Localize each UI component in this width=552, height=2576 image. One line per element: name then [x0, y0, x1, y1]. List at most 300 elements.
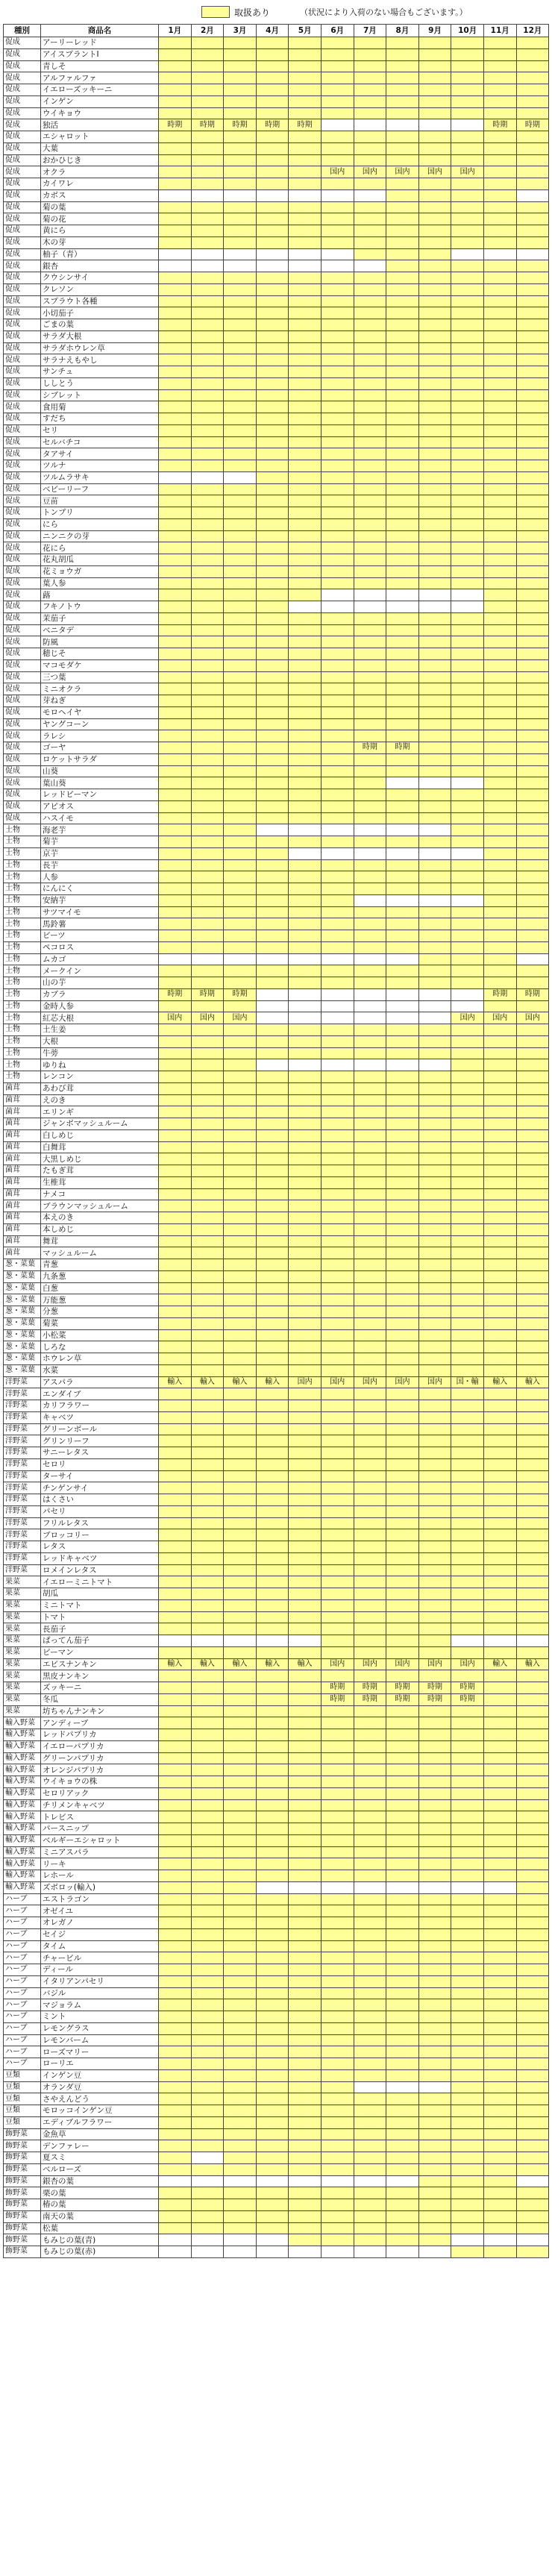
- header-month: 2月: [191, 25, 224, 37]
- category-cell: 果菜: [4, 1658, 41, 1670]
- month-cell: 輸入: [191, 1376, 224, 1388]
- month-cell: [386, 1247, 419, 1259]
- month-cell: [483, 2199, 516, 2211]
- month-cell: [289, 577, 322, 589]
- month-cell: [483, 695, 516, 707]
- month-cell: [354, 1259, 386, 1271]
- month-cell: [418, 1059, 451, 1071]
- month-cell: [483, 965, 516, 977]
- month-cell: [516, 953, 549, 965]
- product-name-cell: 松葉: [41, 2222, 159, 2234]
- category-cell: 果菜: [4, 1646, 41, 1658]
- month-cell: [256, 1893, 289, 1905]
- month-cell: [516, 1188, 549, 1200]
- month-cell: [256, 1141, 289, 1153]
- month-cell: [289, 941, 322, 953]
- month-cell: [321, 2105, 354, 2117]
- month-cell: [418, 577, 451, 589]
- month-cell: [354, 1881, 386, 1893]
- table-row: [4, 554, 549, 566]
- month-cell: [386, 554, 419, 566]
- month-cell: [289, 1423, 322, 1435]
- month-cell: [451, 1576, 484, 1588]
- month-cell: [418, 1176, 451, 1188]
- month-cell: [386, 624, 419, 636]
- month-cell: [354, 1552, 386, 1564]
- month-cell: [418, 2058, 451, 2070]
- month-cell: [191, 1047, 224, 1059]
- month-cell: [224, 1799, 257, 1811]
- table-row: [4, 1764, 549, 1776]
- product-name-cell: レンコン: [41, 1071, 159, 1083]
- month-cell: [159, 1470, 192, 1482]
- month-cell: [321, 1646, 354, 1658]
- category-cell: 洋野菜: [4, 1435, 41, 1447]
- month-cell: [191, 2058, 224, 2070]
- month-cell: [321, 2163, 354, 2175]
- month-cell: [354, 800, 386, 812]
- month-cell: [289, 1329, 322, 1341]
- table-row: [4, 1012, 549, 1024]
- month-cell: [451, 941, 484, 953]
- month-cell: [386, 648, 419, 660]
- month-cell: [386, 730, 419, 742]
- month-cell: [354, 695, 386, 707]
- month-cell: [256, 1106, 289, 1118]
- month-cell: [483, 1341, 516, 1353]
- month-cell: [386, 930, 419, 942]
- month-cell: [354, 1247, 386, 1259]
- month-cell: [321, 1082, 354, 1094]
- month-cell: [483, 1529, 516, 1541]
- category-cell: 促成: [4, 612, 41, 624]
- product-name-cell: ラレシ: [41, 730, 159, 742]
- product-name-cell: ぱってん茄子: [41, 1635, 159, 1647]
- month-cell: [289, 648, 322, 660]
- category-cell: 輸入野菜: [4, 1799, 41, 1811]
- table-row: [4, 1517, 549, 1529]
- month-cell: [386, 1153, 419, 1165]
- product-name-cell: 食用菊: [41, 401, 159, 413]
- month-cell: 国内: [289, 1376, 322, 1388]
- month-cell: [224, 1153, 257, 1165]
- month-cell: [321, 577, 354, 589]
- month-cell: [289, 1071, 322, 1083]
- month-cell: [483, 601, 516, 613]
- month-cell: 時期: [289, 119, 322, 131]
- month-cell: [483, 530, 516, 542]
- table-row: [4, 248, 549, 260]
- month-cell: [451, 1529, 484, 1541]
- month-cell: [256, 424, 289, 436]
- month-cell: [159, 577, 192, 589]
- month-cell: [451, 1964, 484, 1976]
- product-name-cell: シブレット: [41, 389, 159, 401]
- month-cell: [256, 1693, 289, 1705]
- month-cell: 時期: [386, 1682, 419, 1694]
- month-cell: [321, 1905, 354, 1917]
- month-cell: [256, 2234, 289, 2246]
- month-cell: [483, 824, 516, 836]
- month-cell: [418, 1541, 451, 1553]
- product-name-cell: 九条葱: [41, 1270, 159, 1282]
- month-cell: [451, 2246, 484, 2258]
- month-cell: [451, 1165, 484, 1177]
- product-name-cell: モロヘイヤ: [41, 706, 159, 718]
- header-month: 8月: [386, 25, 419, 37]
- month-cell: [483, 236, 516, 248]
- month-cell: [321, 1118, 354, 1130]
- month-cell: [289, 1082, 322, 1094]
- category-cell: 促成: [4, 272, 41, 284]
- month-cell: [224, 1682, 257, 1694]
- month-cell: [386, 859, 419, 871]
- month-cell: [451, 1517, 484, 1529]
- month-cell: [321, 894, 354, 906]
- month-cell: [289, 1588, 322, 1600]
- month-cell: [418, 1423, 451, 1435]
- month-cell: [483, 1729, 516, 1741]
- month-cell: [516, 1952, 549, 1964]
- month-cell: [289, 483, 322, 495]
- table-row: [4, 95, 549, 107]
- month-cell: [321, 401, 354, 413]
- product-name-cell: イエローパプリカ: [41, 1740, 159, 1752]
- month-cell: [289, 166, 322, 178]
- month-cell: [224, 965, 257, 977]
- category-cell: 果菜: [4, 1635, 41, 1647]
- month-cell: [386, 1764, 419, 1776]
- month-cell: [224, 1212, 257, 1224]
- month-cell: [516, 659, 549, 671]
- month-cell: [451, 1776, 484, 1788]
- month-cell: [451, 272, 484, 284]
- month-cell: [483, 1646, 516, 1658]
- month-cell: [354, 154, 386, 166]
- month-cell: [451, 530, 484, 542]
- month-cell: [191, 847, 224, 859]
- month-cell: [354, 2058, 386, 2070]
- month-cell: [483, 48, 516, 60]
- month-cell: [451, 366, 484, 378]
- month-cell: [159, 636, 192, 648]
- month-cell: [289, 1282, 322, 1294]
- month-cell: [321, 1317, 354, 1329]
- month-cell: [321, 201, 354, 213]
- month-cell: [159, 2105, 192, 2117]
- month-cell: [256, 2093, 289, 2105]
- month-cell: [289, 789, 322, 801]
- month-cell: [418, 1717, 451, 1729]
- month-cell: [224, 1494, 257, 1506]
- month-cell: [191, 448, 224, 460]
- table-row: [4, 1881, 549, 1893]
- month-cell: [224, 941, 257, 953]
- table-row: [4, 1494, 549, 1506]
- month-cell: [483, 2093, 516, 2105]
- month-cell: [321, 389, 354, 401]
- category-cell: 促成: [4, 789, 41, 801]
- month-cell: [191, 1235, 224, 1247]
- month-cell: [159, 1529, 192, 1541]
- month-cell: [451, 1270, 484, 1282]
- month-cell: [516, 1893, 549, 1905]
- month-cell: [321, 2140, 354, 2152]
- category-cell: 促成: [4, 659, 41, 671]
- month-cell: [386, 1306, 419, 1318]
- month-cell: [256, 1740, 289, 1752]
- category-cell: 促成: [4, 354, 41, 366]
- month-cell: [256, 1552, 289, 1564]
- month-cell: [354, 1364, 386, 1376]
- month-cell: [256, 1176, 289, 1188]
- month-cell: [516, 695, 549, 707]
- month-cell: [451, 1917, 484, 1929]
- month-cell: [289, 72, 322, 84]
- month-cell: [354, 389, 386, 401]
- product-name-cell: 葉人参: [41, 577, 159, 589]
- month-cell: [289, 953, 322, 965]
- month-cell: [256, 142, 289, 154]
- month-cell: [516, 1599, 549, 1611]
- month-cell: [224, 1294, 257, 1306]
- month-cell: [191, 1623, 224, 1635]
- month-cell: [483, 342, 516, 354]
- month-cell: [191, 201, 224, 213]
- month-cell: [159, 107, 192, 119]
- month-cell: [483, 1071, 516, 1083]
- month-cell: [224, 906, 257, 918]
- month-cell: [256, 2163, 289, 2175]
- month-cell: [159, 342, 192, 354]
- month-cell: 輸入: [483, 1376, 516, 1388]
- month-cell: [159, 1141, 192, 1153]
- month-cell: [321, 2152, 354, 2164]
- month-cell: [191, 189, 224, 201]
- table-row: [4, 72, 549, 84]
- month-cell: [516, 871, 549, 883]
- month-cell: [451, 1588, 484, 1600]
- product-name-cell: 人参: [41, 871, 159, 883]
- month-cell: [224, 401, 257, 413]
- product-name-cell: 舞茸: [41, 1235, 159, 1247]
- month-cell: [256, 1094, 289, 1106]
- month-cell: [354, 824, 386, 836]
- month-cell: [191, 1940, 224, 1952]
- month-cell: [224, 84, 257, 96]
- month-cell: [224, 236, 257, 248]
- month-cell: [289, 883, 322, 895]
- month-cell: [256, 107, 289, 119]
- month-cell: [451, 1059, 484, 1071]
- month-cell: [451, 119, 484, 131]
- category-cell: 促成: [4, 530, 41, 542]
- month-cell: [159, 1893, 192, 1905]
- category-cell: 洋野菜: [4, 1458, 41, 1470]
- month-cell: [354, 84, 386, 96]
- month-cell: [224, 918, 257, 930]
- month-cell: [354, 283, 386, 295]
- month-cell: [386, 1881, 419, 1893]
- month-cell: [483, 777, 516, 789]
- product-name-cell: さやえんどう: [41, 2093, 159, 2105]
- month-cell: [256, 554, 289, 566]
- month-cell: [354, 1588, 386, 1600]
- month-cell: [483, 1588, 516, 1600]
- month-cell: [451, 295, 484, 307]
- month-cell: [516, 1223, 549, 1235]
- month-cell: [516, 518, 549, 530]
- month-cell: [224, 1400, 257, 1412]
- month-cell: [256, 671, 289, 683]
- month-cell: [224, 2199, 257, 2211]
- month-cell: 国内: [159, 1012, 192, 1024]
- month-cell: [159, 859, 192, 871]
- month-cell: [256, 1952, 289, 1964]
- month-cell: [418, 930, 451, 942]
- month-cell: [483, 1881, 516, 1893]
- product-name-cell: フリルレタス: [41, 1517, 159, 1529]
- month-cell: [224, 389, 257, 401]
- month-cell: [191, 2011, 224, 2023]
- month-cell: [516, 1059, 549, 1071]
- month-cell: [321, 1094, 354, 1106]
- month-cell: [516, 1529, 549, 1541]
- month-cell: [483, 894, 516, 906]
- category-cell: 果菜: [4, 1682, 41, 1694]
- month-cell: [451, 1599, 484, 1611]
- month-cell: [354, 460, 386, 472]
- month-cell: [191, 1870, 224, 1882]
- table-row: [4, 330, 549, 342]
- month-cell: [386, 1012, 419, 1024]
- month-cell: [321, 1294, 354, 1306]
- month-cell: [224, 1611, 257, 1623]
- month-cell: [289, 1411, 322, 1423]
- month-cell: [451, 2081, 484, 2093]
- product-name-cell: 本えのき: [41, 1212, 159, 1224]
- month-cell: [354, 1082, 386, 1094]
- month-cell: [516, 824, 549, 836]
- month-cell: [386, 1787, 419, 1799]
- month-cell: [191, 1447, 224, 1459]
- month-cell: [191, 495, 224, 507]
- month-cell: [386, 272, 419, 284]
- month-cell: [418, 307, 451, 319]
- month-cell: [256, 236, 289, 248]
- month-cell: [159, 648, 192, 660]
- month-cell: [256, 542, 289, 554]
- month-cell: [483, 60, 516, 72]
- month-cell: [321, 1858, 354, 1870]
- table-row: [4, 2199, 549, 2211]
- table-row: [4, 236, 549, 248]
- month-cell: [516, 307, 549, 319]
- month-cell: [451, 1294, 484, 1306]
- month-cell: [224, 2105, 257, 2117]
- category-cell: 促成: [4, 377, 41, 389]
- table-row: [4, 1905, 549, 1917]
- month-cell: [224, 671, 257, 683]
- month-cell: [256, 1999, 289, 2011]
- month-cell: [483, 295, 516, 307]
- product-name-cell: ブロッコリー: [41, 1529, 159, 1541]
- month-cell: [418, 883, 451, 895]
- month-cell: [516, 1646, 549, 1658]
- category-cell: 土物: [4, 918, 41, 930]
- month-cell: [256, 1153, 289, 1165]
- month-cell: [289, 1529, 322, 1541]
- month-cell: [354, 2187, 386, 2199]
- month-cell: [451, 72, 484, 84]
- product-name-cell: もみじの葉(赤): [41, 2246, 159, 2258]
- month-cell: [354, 1905, 386, 1917]
- product-name-cell: ゆりね: [41, 1059, 159, 1071]
- month-cell: 国内: [483, 1012, 516, 1024]
- month-cell: [289, 260, 322, 272]
- product-name-cell: チャービル: [41, 1952, 159, 1964]
- month-cell: [354, 2152, 386, 2164]
- month-cell: [191, 1505, 224, 1517]
- month-cell: [516, 1811, 549, 1823]
- month-cell: [224, 1000, 257, 1012]
- product-name-cell: 金時人参: [41, 1000, 159, 1012]
- month-cell: [224, 1517, 257, 1529]
- table-row: [4, 542, 549, 554]
- month-cell: [483, 1740, 516, 1752]
- table-row: [4, 131, 549, 143]
- month-cell: [224, 166, 257, 178]
- category-cell: ハーブ: [4, 2058, 41, 2070]
- month-cell: [321, 930, 354, 942]
- month-cell: [418, 1752, 451, 1764]
- month-cell: [354, 2011, 386, 2023]
- month-cell: [159, 213, 192, 225]
- month-cell: [256, 1188, 289, 1200]
- month-cell: 国内: [451, 166, 484, 178]
- month-cell: [159, 777, 192, 789]
- month-cell: [321, 295, 354, 307]
- month-cell: [321, 142, 354, 154]
- table-row: [4, 871, 549, 883]
- month-cell: [386, 2246, 419, 2258]
- month-cell: [159, 824, 192, 836]
- month-cell: [224, 1564, 257, 1576]
- month-cell: [321, 718, 354, 730]
- month-cell: [516, 1212, 549, 1224]
- table-row: [4, 977, 549, 989]
- month-cell: [224, 565, 257, 577]
- month-cell: [321, 2011, 354, 2023]
- table-row: [4, 1259, 549, 1271]
- month-cell: [483, 448, 516, 460]
- month-cell: [321, 307, 354, 319]
- month-cell: [159, 260, 192, 272]
- month-cell: [386, 894, 419, 906]
- month-cell: [159, 753, 192, 765]
- month-cell: [224, 178, 257, 190]
- month-cell: [451, 1094, 484, 1106]
- month-cell: 時期: [191, 119, 224, 131]
- month-cell: [256, 871, 289, 883]
- product-name-cell: グリーンボール: [41, 1423, 159, 1435]
- table-row: [4, 2116, 549, 2128]
- month-cell: [224, 1764, 257, 1776]
- month-cell: [516, 1682, 549, 1694]
- table-row: [4, 2246, 549, 2258]
- table-row: [4, 1059, 549, 1071]
- month-cell: [321, 2093, 354, 2105]
